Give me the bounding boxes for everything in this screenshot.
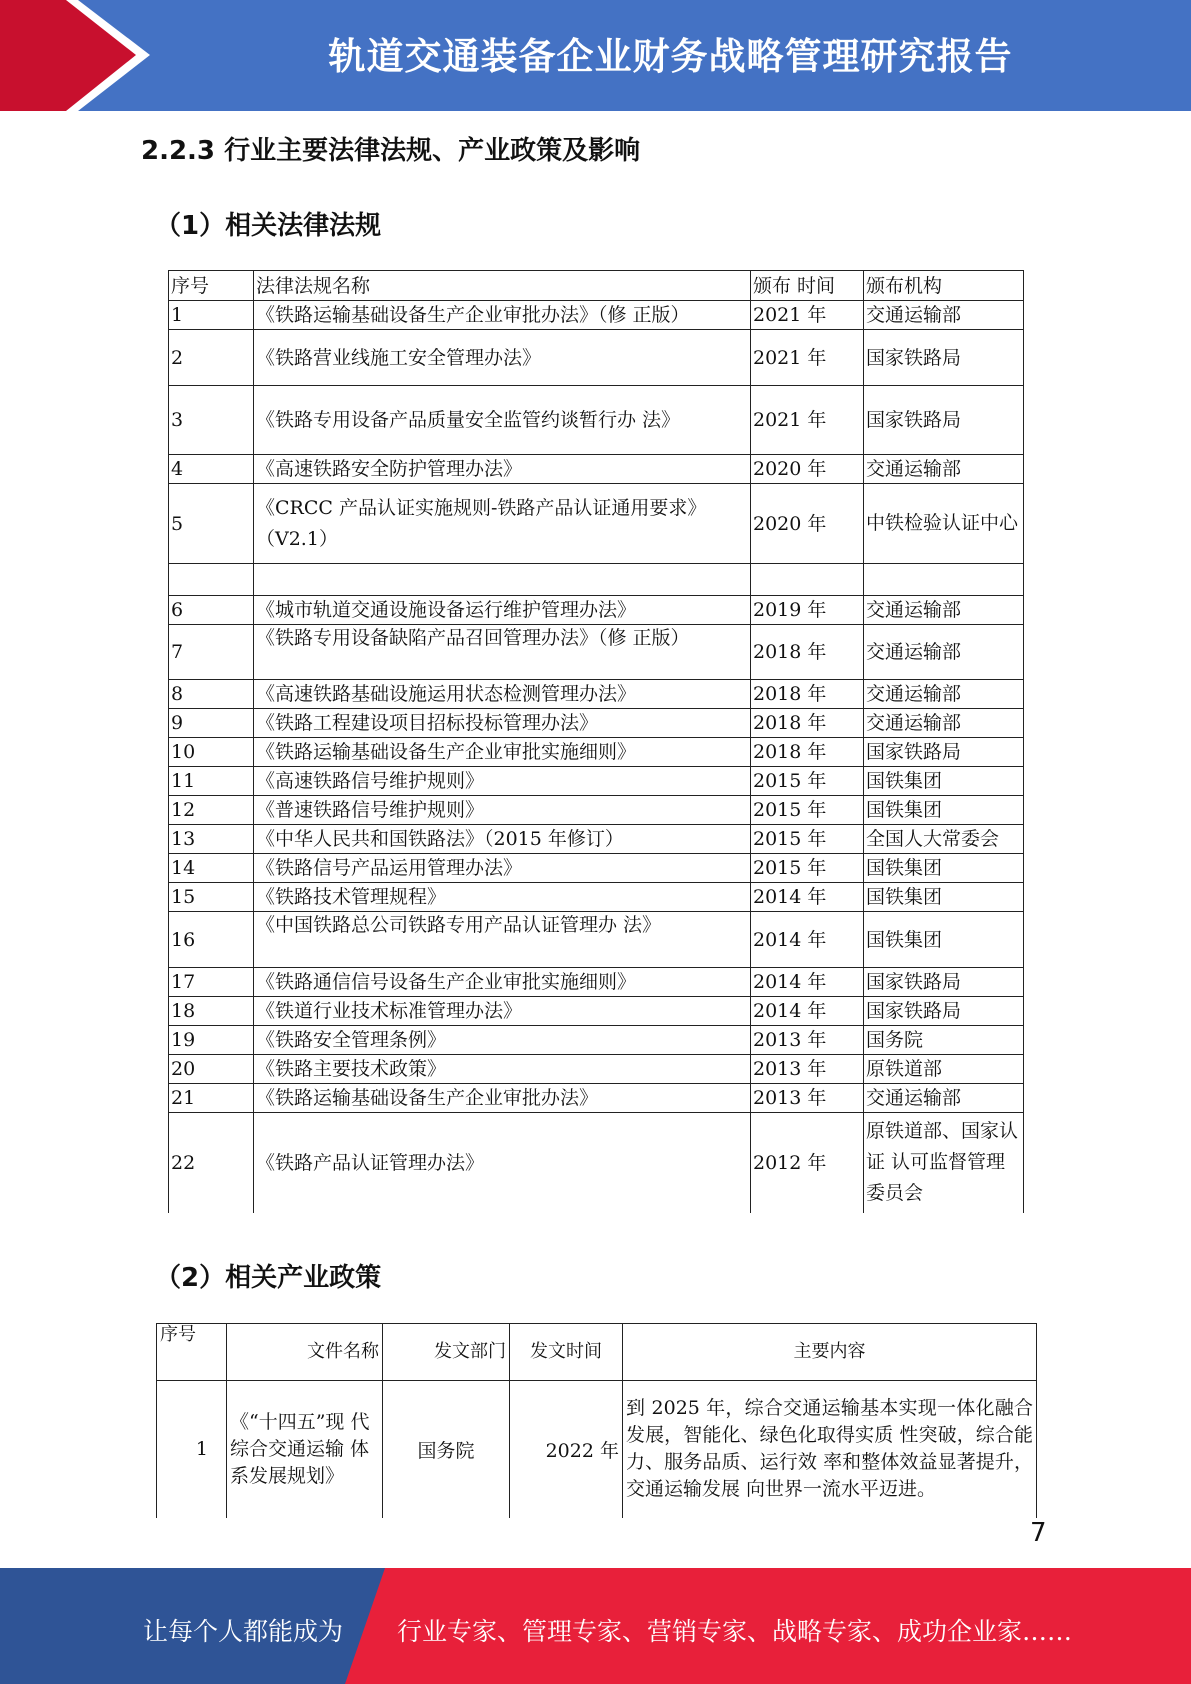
header-cell: 序号 xyxy=(157,1324,227,1381)
row-number: 16 xyxy=(169,912,254,968)
table-row xyxy=(169,968,1024,997)
row-number: 21 xyxy=(169,1084,254,1113)
header-cell: 颁布机构 xyxy=(864,271,1024,301)
issuing-body: 国家铁路局 xyxy=(864,997,1024,1026)
table-row xyxy=(169,484,1024,564)
issue-year: 2015 年 xyxy=(751,767,864,796)
row-number: 11 xyxy=(169,767,254,796)
row-number: 2 xyxy=(169,330,254,386)
table-row xyxy=(169,330,1024,386)
table-row xyxy=(169,825,1024,854)
row-number: 4 xyxy=(169,455,254,484)
law-name: 《高速铁路信号维护规则》 xyxy=(254,767,751,796)
table-row xyxy=(169,738,1024,767)
issue-year: 2018 年 xyxy=(751,680,864,709)
issue-year: 2014 年 xyxy=(751,912,864,968)
section-heading: 2.2.3 行业主要法律法规、产业政策及影响 xyxy=(141,136,641,166)
header-cell: 发文时间 xyxy=(510,1324,623,1381)
law-name: 《高速铁路安全防护管理办法》 xyxy=(254,455,751,484)
page-header xyxy=(0,0,1191,111)
issuing-body: 交通运输部 xyxy=(864,1084,1024,1113)
table-row xyxy=(169,386,1024,455)
row-number: 15 xyxy=(169,883,254,912)
issue-year: 2013 年 xyxy=(751,1084,864,1113)
issuing-body: 交通运输部 xyxy=(864,301,1024,330)
page-footer xyxy=(0,1568,1191,1684)
issue-year: 2015 年 xyxy=(751,796,864,825)
issue-year: 2021 年 xyxy=(751,386,864,455)
table-row xyxy=(169,301,1024,330)
law-name xyxy=(254,564,751,596)
issuing-body: 交通运输部 xyxy=(864,709,1024,738)
law-name: 《普速铁路信号维护规则》 xyxy=(254,796,751,825)
table-row xyxy=(169,912,1024,968)
issue-year: 2014 年 xyxy=(751,997,864,1026)
table-row xyxy=(169,997,1024,1026)
table-row xyxy=(157,1381,1037,1518)
issue-year xyxy=(751,564,864,596)
issuing-body: 交通运输部 xyxy=(864,680,1024,709)
law-name: 《城市轨道交通设施设备运行维护管理办法》 xyxy=(254,596,751,625)
laws-table xyxy=(168,270,1024,1213)
issue-year: 2018 年 xyxy=(751,625,864,680)
issuing-body: 国家铁路局 xyxy=(864,738,1024,767)
row-number: 17 xyxy=(169,968,254,997)
page-number: 7 xyxy=(1030,1518,1047,1548)
law-name: 《高速铁路基础设施运用状态检测管理办法》 xyxy=(254,680,751,709)
header-cell: 颁布 时间 xyxy=(751,271,864,301)
law-name: 《铁道行业技术标准管理办法》 xyxy=(254,997,751,1026)
table-header-row xyxy=(169,271,1024,301)
issuing-body xyxy=(864,564,1024,596)
header-cell: 主要内容 xyxy=(623,1324,1037,1381)
table-row xyxy=(169,596,1024,625)
issue-year: 2021 年 xyxy=(751,330,864,386)
table-row xyxy=(169,883,1024,912)
issue-year: 2020 年 xyxy=(751,484,864,564)
issuing-body: 国家铁路局 xyxy=(864,330,1024,386)
issuing-body: 交通运输部 xyxy=(864,625,1024,680)
issuing-body: 交通运输部 xyxy=(864,455,1024,484)
law-name: 《铁路运输基础设备生产企业审批实施细则》 xyxy=(254,738,751,767)
row-number: 6 xyxy=(169,596,254,625)
document-name: 《“十四五”现 代综合交通运输 体系发展规划》 xyxy=(227,1381,383,1518)
issue-year: 2021 年 xyxy=(751,301,864,330)
row-number: 12 xyxy=(169,796,254,825)
issue-year: 2014 年 xyxy=(751,968,864,997)
issuing-body: 原铁道部 xyxy=(864,1055,1024,1084)
law-name: 《铁路通信信号设备生产企业审批实施细则》 xyxy=(254,968,751,997)
row-number: 13 xyxy=(169,825,254,854)
row-number: 10 xyxy=(169,738,254,767)
policy-table xyxy=(156,1323,1037,1518)
issuing-body: 原铁道部、国家认证 认可监督管理委员会 xyxy=(864,1113,1024,1213)
row-number: 14 xyxy=(169,854,254,883)
issuing-body: 国铁集团 xyxy=(864,883,1024,912)
row-number: 8 xyxy=(169,680,254,709)
header-cell: 序号 xyxy=(169,271,254,301)
issue-year: 2013 年 xyxy=(751,1055,864,1084)
law-name: 《铁路技术管理规程》 xyxy=(254,883,751,912)
table-row xyxy=(169,709,1024,738)
issuing-body: 国铁集团 xyxy=(864,796,1024,825)
issuing-body: 交通运输部 xyxy=(864,596,1024,625)
row-number: 9 xyxy=(169,709,254,738)
header-cell: 发文部门 xyxy=(383,1324,510,1381)
issuing-body: 国铁集团 xyxy=(864,912,1024,968)
law-name: 《铁路信号产品运用管理办法》 xyxy=(254,854,751,883)
law-name: 《铁路产品认证管理办法》 xyxy=(254,1113,751,1213)
law-name: 《铁路专用设备缺陷产品召回管理办法》（修 正版） xyxy=(254,625,751,680)
table-row xyxy=(169,680,1024,709)
report-title: 轨道交通装备企业财务战略管理研究报告 xyxy=(328,34,1013,78)
footer-slogan-right: 行业专家、管理专家、营销专家、战略专家、成功企业家…… xyxy=(397,1617,1073,1646)
issuing-body: 国铁集团 xyxy=(864,854,1024,883)
issuing-body: 国铁集团 xyxy=(864,767,1024,796)
subheading-policies: （2）相关产业政策 xyxy=(155,1263,382,1293)
row-number: 22 xyxy=(169,1113,254,1213)
row-number: 18 xyxy=(169,997,254,1026)
law-name: 《铁路工程建设项目招标投标管理办法》 xyxy=(254,709,751,738)
table-row xyxy=(169,1026,1024,1055)
row-number: 1 xyxy=(169,301,254,330)
table-row xyxy=(169,625,1024,680)
issuing-body: 国家铁路局 xyxy=(864,386,1024,455)
table-row xyxy=(169,1084,1024,1113)
issue-year: 2015 年 xyxy=(751,854,864,883)
row-number: 1 xyxy=(157,1381,227,1518)
main-content: 到 2025 年，综合交通运输基本实现一体化融合发展，智能化、绿色化取得实质 性突破，综合能力、服务品质、运行效 率和整体效益显著提升，交通运输发展 向世界一流水平迈进。 xyxy=(623,1381,1037,1518)
issue-year: 2019 年 xyxy=(751,596,864,625)
issue-year: 2018 年 xyxy=(751,709,864,738)
row-number: 20 xyxy=(169,1055,254,1084)
header-cell: 法律法规名称 xyxy=(254,271,751,301)
header-cell: 文件名称 xyxy=(227,1324,383,1381)
law-name: 《铁路安全管理条例》 xyxy=(254,1026,751,1055)
table-header-row xyxy=(157,1324,1037,1381)
law-name: 《CRCC 产品认证实施规则-铁路产品认证通用要求》（V2.1） xyxy=(254,484,751,564)
issue-year: 2020 年 xyxy=(751,455,864,484)
law-name: 《铁路运输基础设备生产企业审批办法》 xyxy=(254,1084,751,1113)
table-row xyxy=(169,1055,1024,1084)
issuing-body: 国家铁路局 xyxy=(864,968,1024,997)
table-row xyxy=(169,1113,1024,1213)
table-row xyxy=(169,767,1024,796)
table-row xyxy=(169,796,1024,825)
subheading-laws: （1）相关法律法规 xyxy=(155,211,382,241)
footer-slogan-left: 让每个人都能成为 xyxy=(143,1617,344,1646)
issue-year: 2015 年 xyxy=(751,825,864,854)
issuing-body: 中铁检验认证中心 xyxy=(864,484,1024,564)
issue-year: 2013 年 xyxy=(751,1026,864,1055)
row-number: 19 xyxy=(169,1026,254,1055)
table-row xyxy=(169,854,1024,883)
row-number: 5 xyxy=(169,484,254,564)
issue-year: 2012 年 xyxy=(751,1113,864,1213)
issuing-body: 全国人大常委会 xyxy=(864,825,1024,854)
law-name: 《铁路营业线施工安全管理办法》 xyxy=(254,330,751,386)
law-name: 《铁路专用设备产品质量安全监管约谈暂行办 法》 xyxy=(254,386,751,455)
issue-year: 2022 年 xyxy=(510,1381,623,1518)
issue-year: 2018 年 xyxy=(751,738,864,767)
table-row xyxy=(169,455,1024,484)
issue-year: 2014 年 xyxy=(751,883,864,912)
law-name: 《中华人民共和国铁路法》（2015 年修订） xyxy=(254,825,751,854)
law-name: 《铁路主要技术政策》 xyxy=(254,1055,751,1084)
row-number: 7 xyxy=(169,625,254,680)
row-number: 3 xyxy=(169,386,254,455)
law-name: 《铁路运输基础设备生产企业审批办法》（修 正版） xyxy=(254,301,751,330)
table-row-empty xyxy=(169,564,1024,596)
issuing-department: 国务院 xyxy=(383,1381,510,1518)
row-number xyxy=(169,564,254,596)
issuing-body: 国务院 xyxy=(864,1026,1024,1055)
chevron-logo xyxy=(0,0,150,111)
law-name: 《中国铁路总公司铁路专用产品认证管理办 法》 xyxy=(254,912,751,968)
